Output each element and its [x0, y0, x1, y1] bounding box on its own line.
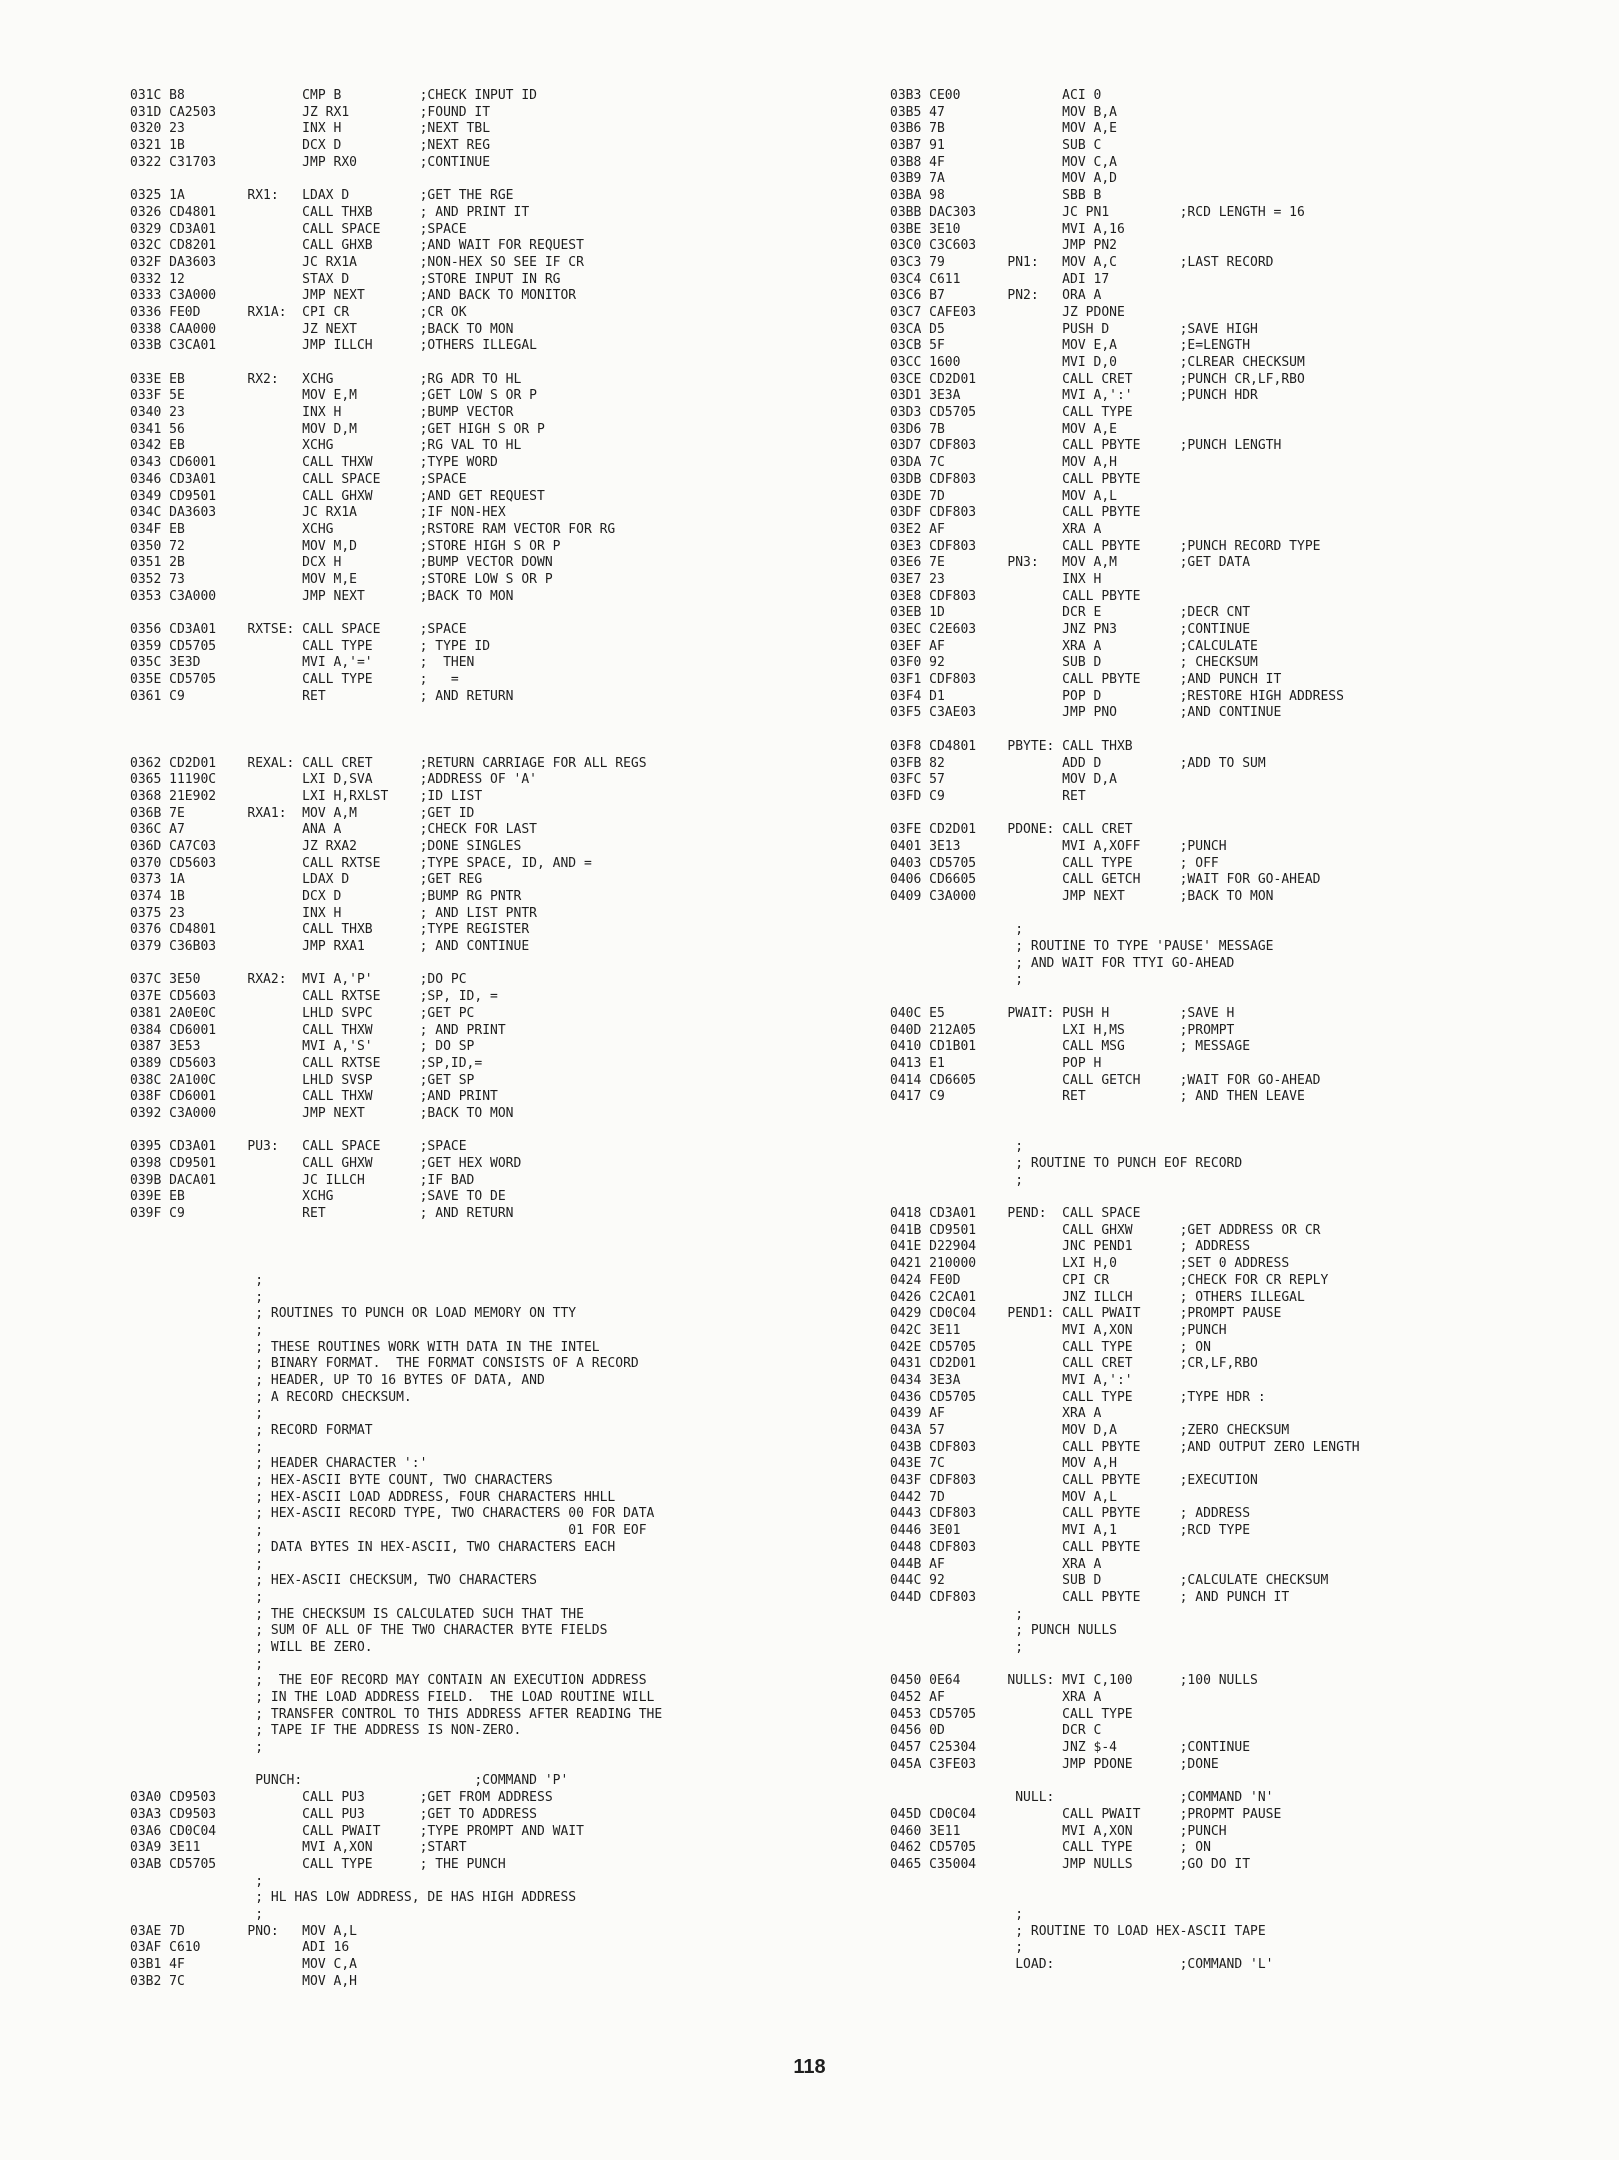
listing-line: 03F0 92 SUB D ; CHECKSUM	[890, 655, 1258, 671]
listing-line: ;	[130, 1556, 264, 1572]
listing-line: 044D CDF803 CALL PBYTE ; AND PUNCH IT	[890, 1589, 1290, 1605]
listing-line: 032F DA3603 JC RX1A ;NON-HEX SO SEE IF CR	[130, 254, 584, 270]
listing-line: ;	[130, 1272, 264, 1288]
listing-line: 03E7 23 INX H	[890, 571, 1102, 587]
listing-line: 03FB 82 ADD D ;ADD TO SUM	[890, 755, 1266, 771]
listing-line: 0462 CD5705 CALL TYPE ; ON	[890, 1840, 1211, 1856]
listing-line: ;	[130, 1873, 264, 1889]
listing-line: 0322 C31703 JMP RX0 ;CONTINUE	[130, 154, 491, 170]
listing-line: 0365 11190C LXI D,SVA ;ADDRESS OF 'A'	[130, 772, 537, 788]
listing-line: 037E CD5603 CALL RXTSE ;SP, ID, =	[130, 989, 498, 1005]
listing-line: 0346 CD3A01 CALL SPACE ;SPACE	[130, 471, 467, 487]
listing-line: 0329 CD3A01 CALL SPACE ;SPACE	[130, 221, 467, 237]
listing-line: 035C 3E3D MVI A,'=' ; THEN	[130, 655, 475, 671]
listing-line: ;	[890, 972, 1024, 988]
listing-line: 0452 AF XRA A	[890, 1690, 1102, 1705]
listing-line: ; RECORD FORMAT	[130, 1423, 373, 1438]
listing-line: 0352 73 MOV M,E ;STORE LOW S OR P	[130, 571, 553, 587]
listing-line: 0448 CDF803 CALL PBYTE	[890, 1539, 1141, 1555]
listing-line: ;	[130, 1406, 264, 1422]
listing-line: 038F CD6001 CALL THXW ;AND PRINT	[130, 1089, 498, 1105]
listing-line: 045D CD0C04 CALL PWAIT ;PROPMT PAUSE	[890, 1806, 1282, 1822]
listing-line	[890, 1106, 1360, 1123]
listing-line: ; THESE ROUTINES WORK WITH DATA IN THE INTEL	[130, 1339, 600, 1355]
listing-line: 03DF CDF803 CALL PBYTE	[890, 505, 1141, 521]
listing-line: ;	[890, 1606, 1024, 1622]
listing-line: 03CC 1600 MVI D,0 ;CLREAR CHECKSUM	[890, 355, 1305, 370]
listing-line: ; THE EOF RECORD MAY CONTAIN AN EXECUTION ADDRESS	[130, 1673, 647, 1689]
listing-line: 0375 23 INX H ; AND LIST PNTR	[130, 905, 537, 921]
listing-line: 0414 CD6605 CALL GETCH ;WAIT FOR GO-AHEAD	[890, 1072, 1321, 1088]
listing-line	[890, 989, 1360, 1006]
listing-line: 03FC 57 MOV D,A	[890, 772, 1117, 788]
listing-line: 03AB CD5705 CALL TYPE ; THE PUNCH	[130, 1856, 506, 1872]
listing-line: 036D CA7C03 JZ RXA2 ;DONE SINGLES	[130, 838, 522, 854]
listing-line: 03F8 CD4801 PBYTE: CALL THXB	[890, 738, 1133, 754]
listing-line: 0410 CD1B01 CALL MSG ; MESSAGE	[890, 1039, 1251, 1055]
listing-line: 033F 5E MOV E,M ;GET LOW S OR P	[130, 388, 537, 404]
listing-line: ;	[130, 1439, 264, 1455]
listing-line: ;	[890, 1639, 1024, 1655]
listing-line	[130, 956, 662, 973]
listing-line: 044B AF XRA A	[890, 1556, 1102, 1572]
listing-line: NULL: ;COMMAND 'N'	[890, 1790, 1274, 1806]
listing-line	[890, 1123, 1360, 1140]
listing-line: 033B C3CA01 JMP ILLCH ;OTHERS ILLEGAL	[130, 338, 537, 354]
listing-line: ;	[890, 922, 1024, 938]
listing-line: 0341 56 MOV D,M ;GET HIGH S OR P	[130, 421, 545, 437]
listing-line: ;	[130, 1740, 264, 1756]
listing-line: 03BE 3E10 MVI A,16	[890, 221, 1125, 237]
listing-line: 03C0 C3C603 JMP PN2	[890, 238, 1117, 254]
listing-line: LOAD: ;COMMAND 'L'	[890, 1957, 1274, 1972]
listing-line: 043B CDF803 CALL PBYTE ;AND OUTPUT ZERO LENGTH	[890, 1439, 1360, 1455]
listing-line: 03CE CD2D01 CALL CRET ;PUNCH CR,LF,RBO	[890, 371, 1305, 387]
listing-line	[890, 1657, 1360, 1674]
listing-line: 0342 EB XCHG ;RG VAL TO HL	[130, 438, 522, 454]
listing-line: 0443 CDF803 CALL PBYTE ; ADDRESS	[890, 1506, 1251, 1522]
listing-line: 0424 FE0D CPI CR ;CHECK FOR CR REPLY	[890, 1272, 1329, 1288]
listing-line: 031D CA2503 JZ RX1 ;FOUND IT	[130, 104, 491, 120]
listing-line: 0333 C3A000 JMP NEXT ;AND BACK TO MONITOR	[130, 288, 577, 304]
listing-line: 0343 CD6001 CALL THXW ;TYPE WORD	[130, 455, 498, 471]
listing-line: 032C CD8201 CALL GHXB ;AND WAIT FOR REQUEST	[130, 238, 584, 254]
listing-line: 035E CD5705 CALL TYPE ; =	[130, 672, 459, 688]
listing-line: 03CB 5F MOV E,A ;E=LENGTH	[890, 338, 1251, 354]
listing-line: 0321 1B DCX D ;NEXT REG	[130, 138, 491, 154]
listing-line: ; ROUTINE TO TYPE 'PAUSE' MESSAGE	[890, 939, 1274, 955]
listing-line: ; TRANSFER CONTROL TO THIS ADDRESS AFTER READING THE	[130, 1706, 663, 1722]
listing-line: 03AE 7D PNO: MOV A,L	[130, 1923, 357, 1939]
listing-line: 03BB DAC303 JC PN1 ;RCD LENGTH = 16	[890, 204, 1305, 220]
listing-line: 0401 3E13 MVI A,XOFF ;PUNCH	[890, 838, 1227, 854]
listing-line: ; PUNCH NULLS	[890, 1623, 1117, 1639]
listing-line: 0351 2B DCX H ;BUMP VECTOR DOWN	[130, 555, 553, 571]
listing-line: 0426 C2CA01 JNZ ILLCH ; OTHERS ILLEGAL	[890, 1289, 1305, 1305]
listing-line: 0374 1B DCX D ;BUMP RG PNTR	[130, 889, 522, 904]
listing-line	[890, 906, 1360, 923]
listing-line: ; A RECORD CHECKSUM.	[130, 1389, 412, 1405]
listing-line: 0368 21E902 LXI H,RXLST ;ID LIST	[130, 788, 483, 804]
listing-line: 0370 CD5603 CALL RXTSE ;TYPE SPACE, ID, AND =	[130, 855, 592, 871]
listing-line: 041B CD9501 CALL GHXW ;GET ADDRESS OR CR	[890, 1222, 1321, 1238]
listing-line: 036C A7 ANA A ;CHECK FOR LAST	[130, 822, 537, 838]
listing-line	[130, 705, 662, 722]
listing-left-column	[130, 88, 662, 1990]
listing-line: 03B2 7C MOV A,H	[130, 1973, 357, 1989]
listing-line: 03EB 1D DCR E ;DECR CNT	[890, 605, 1251, 621]
listing-line: 03B3 CE00 ACI 0	[890, 88, 1102, 103]
listing-line: 03B7 91 SUB C	[890, 138, 1102, 154]
listing-line: 03A9 3E11 MVI A,XON ;START	[130, 1840, 467, 1856]
listing-line: 03C6 B7 PN2: ORA A	[890, 288, 1102, 304]
listing-line: 0325 1A RX1: LDAX D ;GET THE RGE	[130, 188, 514, 204]
listing-line: ; ROUTINE TO PUNCH EOF RECORD	[890, 1156, 1243, 1171]
listing-line: 0457 C25304 JNZ $-4 ;CONTINUE	[890, 1740, 1251, 1756]
listing-line	[890, 722, 1360, 739]
listing-line	[890, 806, 1360, 823]
listing-line: ; WILL BE ZERO.	[130, 1639, 373, 1655]
listing-line: 03A0 CD9503 CALL PU3 ;GET FROM ADDRESS	[130, 1790, 553, 1806]
listing-line: 0353 C3A000 JMP NEXT ;BACK TO MON	[130, 588, 514, 604]
listing-line: 03F5 C3AE03 JMP PNO ;AND CONTINUE	[890, 705, 1282, 721]
listing-line: 03AF C610 ADI 16	[130, 1940, 350, 1956]
listing-line	[890, 1773, 1360, 1790]
listing-line	[130, 355, 662, 372]
listing-line: ;	[130, 1289, 264, 1305]
listing-line: 0373 1A LDAX D ;GET REG	[130, 872, 483, 888]
listing-line: 0403 CD5705 CALL TYPE ; OFF	[890, 855, 1219, 871]
listing-line: 0349 CD9501 CALL GHXW ;AND GET REQUEST	[130, 488, 545, 504]
listing-line: ; SUM OF ALL OF THE TWO CHARACTER BYTE FIELDS	[130, 1623, 608, 1639]
listing-line: 03F1 CDF803 CALL PBYTE ;AND PUNCH IT	[890, 672, 1282, 688]
listing-line	[130, 1757, 662, 1774]
listing-line: 03FE CD2D01 PDONE: CALL CRET	[890, 822, 1133, 838]
listing-line: ; DATA BYTES IN HEX-ASCII, TWO CHARACTERS EACH	[130, 1539, 616, 1555]
listing-line: 0376 CD4801 CALL THXB ;TYPE REGISTER	[130, 922, 530, 938]
listing-line: ;	[890, 1172, 1024, 1188]
listing-line: ; HEX-ASCII RECORD TYPE, TWO CHARACTERS 00 FOR DATA	[130, 1506, 655, 1522]
listing-line: 03A6 CD0C04 CALL PWAIT ;TYPE PROMPT AND WAIT	[130, 1823, 584, 1839]
listing-line: 043F CDF803 CALL PBYTE ;EXECUTION	[890, 1473, 1258, 1489]
listing-line: 03D6 7B MOV A,E	[890, 421, 1117, 437]
listing-line: 03B6 7B MOV A,E	[890, 121, 1117, 137]
listing-line: 03C4 C611 ADI 17	[890, 271, 1110, 287]
listing-line: 03F4 D1 POP D ;RESTORE HIGH ADDRESS	[890, 688, 1344, 704]
listing-line: 0421 210000 LXI H,0 ;SET 0 ADDRESS	[890, 1256, 1290, 1272]
listing-line: ;	[130, 1322, 264, 1338]
listing-line: ;	[890, 1906, 1024, 1922]
listing-line: 042E CD5705 CALL TYPE ; ON	[890, 1339, 1211, 1355]
listing-line: 0379 C36B03 JMP RXA1 ; AND CONTINUE	[130, 939, 530, 955]
listing-line: 0460 3E11 MVI A,XON ;PUNCH	[890, 1823, 1227, 1839]
listing-line: 0336 FE0D RX1A: CPI CR ;CR OK	[130, 304, 467, 320]
listing-line: 0450 0E64 NULLS: MVI C,100 ;100 NULLS	[890, 1673, 1258, 1689]
listing-line: 0431 CD2D01 CALL CRET ;CR,LF,RBO	[890, 1356, 1258, 1372]
listing-line	[130, 739, 662, 756]
listing-line: 0389 CD5603 CALL RXTSE ;SP,ID,=	[130, 1055, 483, 1071]
listing-line: 033E EB RX2: XCHG ;RG ADR TO HL	[130, 371, 522, 387]
listing-line: 03D7 CDF803 CALL PBYTE ;PUNCH LENGTH	[890, 438, 1282, 454]
listing-line: ; AND WAIT FOR TTYI GO-AHEAD	[890, 955, 1235, 971]
listing-line: 0362 CD2D01 REXAL: CALL CRET ;RETURN CARRIAGE FOR ALL REGS	[130, 755, 647, 771]
listing-line	[890, 1189, 1360, 1206]
listing-line: 0446 3E01 MVI A,1 ;RCD TYPE	[890, 1523, 1251, 1539]
listing-line: ; IN THE LOAD ADDRESS FIELD. THE LOAD ROUTINE WILL	[130, 1690, 655, 1705]
listing-line: 044C 92 SUB D ;CALCULATE CHECKSUM	[890, 1573, 1329, 1589]
listing-line: 03DA 7C MOV A,H	[890, 455, 1117, 471]
listing-line	[130, 171, 662, 188]
listing-line: 0442 7D MOV A,L	[890, 1489, 1117, 1505]
listing-line	[130, 1223, 662, 1240]
listing-line: 03DE 7D MOV A,L	[890, 488, 1117, 504]
listing-line: ; 01 FOR EOF	[130, 1523, 647, 1539]
listing-line: 0384 CD6001 CALL THXW ; AND PRINT	[130, 1022, 506, 1038]
listing-line	[130, 1123, 662, 1140]
listing-line: ; THE CHECKSUM IS CALCULATED SUCH THAT THE	[130, 1606, 584, 1622]
listing-line: 0326 CD4801 CALL THXB ; AND PRINT IT	[130, 204, 530, 220]
listing-line: 0350 72 MOV M,D ;STORE HIGH S OR P	[130, 538, 561, 554]
listing-line: 0465 C35004 JMP NULLS ;GO DO IT	[890, 1856, 1251, 1872]
listing-line: 03B9 7A MOV A,D	[890, 171, 1117, 187]
listing-line: 03E6 7E PN3: MOV A,M ;GET DATA	[890, 555, 1251, 571]
listing-line: 0359 CD5705 CALL TYPE ; TYPE ID	[130, 638, 491, 654]
listing-line: 0320 23 INX H ;NEXT TBL	[130, 121, 491, 137]
page-number: 118	[793, 2056, 826, 2078]
listing-line: 039B DACA01 JC ILLCH ;IF BAD	[130, 1172, 475, 1188]
listing-line: 03B8 4F MOV C,A	[890, 154, 1117, 170]
listing-line: 042C 3E11 MVI A,XON ;PUNCH	[890, 1322, 1227, 1338]
listing-line: ;	[890, 1940, 1024, 1956]
listing-line: ; HEX-ASCII BYTE COUNT, TWO CHARACTERS	[130, 1473, 553, 1489]
listing-line: ; HEX-ASCII LOAD ADDRESS, FOUR CHARACTERS HHLL	[130, 1489, 616, 1505]
listing-line: 03E8 CDF803 CALL PBYTE	[890, 588, 1141, 604]
listing-line: 03A3 CD9503 CALL PU3 ;GET TO ADDRESS	[130, 1806, 537, 1822]
listing-line: 03B5 47 MOV B,A	[890, 104, 1117, 120]
listing-line: 03DB CDF803 CALL PBYTE	[890, 471, 1141, 487]
listing-line: 040D 212A05 LXI H,MS ;PROMPT	[890, 1022, 1235, 1038]
listing-line: 034C DA3603 JC RX1A ;IF NON-HEX	[130, 505, 506, 521]
listing-line	[130, 722, 662, 739]
listing-line: 0436 CD5705 CALL TYPE ;TYPE HDR :	[890, 1389, 1266, 1405]
listing-line: 039F C9 RET ; AND RETURN	[130, 1206, 514, 1222]
listing-line: 036B 7E RXA1: MOV A,M ;GET ID	[130, 805, 475, 821]
listing-line: 03E3 CDF803 CALL PBYTE ;PUNCH RECORD TYPE	[890, 538, 1321, 554]
listing-line: 0395 CD3A01 PU3: CALL SPACE ;SPACE	[130, 1139, 467, 1155]
listing-line	[130, 1239, 662, 1256]
listing-line: ;	[130, 1656, 264, 1672]
listing-line: 03EF AF XRA A ;CALCULATE	[890, 638, 1258, 654]
listing-line: 03D1 3E3A MVI A,':' ;PUNCH HDR	[890, 388, 1258, 404]
listing-line: ;	[890, 1139, 1024, 1155]
listing-line: 0387 3E53 MVI A,'S' ; DO SP	[130, 1039, 475, 1055]
listing-line: 031C B8 CMP B ;CHECK INPUT ID	[130, 88, 537, 103]
listing-line: 03B1 4F MOV C,A	[130, 1957, 357, 1972]
listing-line: 039E EB XCHG ;SAVE TO DE	[130, 1189, 506, 1205]
listing-line: ; HEX-ASCII CHECKSUM, TWO CHARACTERS	[130, 1573, 537, 1589]
listing-line: PUNCH: ;COMMAND 'P'	[130, 1773, 569, 1789]
listing-line: 0332 12 STAX D ;STORE INPUT IN RG	[130, 271, 561, 287]
listing-line: 040C E5 PWAIT: PUSH H ;SAVE H	[890, 1005, 1235, 1021]
listing-line: 0439 AF XRA A	[890, 1406, 1102, 1422]
listing-line: ; ROUTINES TO PUNCH OR LOAD MEMORY ON TTY	[130, 1306, 577, 1322]
listing-line: 0406 CD6605 CALL GETCH ;WAIT FOR GO-AHEAD	[890, 872, 1321, 888]
listing-line	[130, 1256, 662, 1273]
listing-line: 0417 C9 RET ; AND THEN LEAVE	[890, 1089, 1305, 1105]
listing-line: ;	[130, 1906, 264, 1922]
listing-line	[890, 1874, 1360, 1891]
listing-line: ; HL HAS LOW ADDRESS, DE HAS HIGH ADDRESS	[130, 1890, 577, 1906]
listing-line: 045A C3FE03 JMP PDONE ;DONE	[890, 1756, 1219, 1772]
listing-line: 03D3 CD5705 CALL TYPE	[890, 405, 1133, 421]
listing-line: 0381 2A0E0C LHLD SVPC ;GET PC	[130, 1005, 475, 1021]
listing-line: 03C3 79 PN1: MOV A,C ;LAST RECORD	[890, 254, 1274, 270]
listing-line: ; HEADER, UP TO 16 BYTES OF DATA, AND	[130, 1372, 545, 1388]
listing-line: 038C 2A100C LHLD SVSP ;GET SP	[130, 1072, 475, 1088]
listing-line: 03C7 CAFE03 JZ PDONE	[890, 304, 1125, 320]
listing-line: 03FD C9 RET	[890, 788, 1086, 804]
listing-line: ; ROUTINE TO LOAD HEX-ASCII TAPE	[890, 1923, 1266, 1939]
listing-line	[130, 605, 662, 622]
listing-line: 0398 CD9501 CALL GHXW ;GET HEX WORD	[130, 1156, 522, 1171]
listing-line: 0453 CD5705 CALL TYPE	[890, 1706, 1133, 1722]
listing-line: ; BINARY FORMAT. THE FORMAT CONSISTS OF A RECORD	[130, 1356, 639, 1372]
listing-line: 03EC C2E603 JNZ PN3 ;CONTINUE	[890, 622, 1251, 637]
listing-line: 0429 CD0C04 PEND1: CALL PWAIT ;PROMPT PAUSE	[890, 1306, 1282, 1322]
listing-line: 043A 57 MOV D,A ;ZERO CHECKSUM	[890, 1423, 1290, 1438]
listing-line: 03E2 AF XRA A	[890, 521, 1102, 537]
listing-line: 0338 CAA000 JZ NEXT ;BACK TO MON	[130, 321, 514, 337]
listing-line: 0356 CD3A01 RXTSE: CALL SPACE ;SPACE	[130, 622, 467, 637]
listing-line: 037C 3E50 RXA2: MVI A,'P' ;DO PC	[130, 972, 467, 988]
listing-line: 043E 7C MOV A,H	[890, 1456, 1117, 1472]
listing-line: 0392 C3A000 JMP NEXT ;BACK TO MON	[130, 1105, 514, 1121]
listing-line: ;	[130, 1589, 264, 1605]
listing-line: 0340 23 INX H ;BUMP VECTOR	[130, 405, 514, 421]
listing-line: 03BA 98 SBB B	[890, 188, 1102, 204]
listing-line: ; HEADER CHARACTER ':'	[130, 1456, 428, 1472]
listing-line: 0409 C3A000 JMP NEXT ;BACK TO MON	[890, 889, 1274, 904]
listing-line: ; TAPE IF THE ADDRESS IS NON-ZERO.	[130, 1723, 522, 1739]
listing-line: 03CA D5 PUSH D ;SAVE HIGH	[890, 321, 1258, 337]
listing-line: 041E D22904 JNC PEND1 ; ADDRESS	[890, 1239, 1251, 1255]
listing-right-column	[890, 88, 1360, 1974]
listing-line: 0418 CD3A01 PEND: CALL SPACE	[890, 1206, 1141, 1222]
listing-line	[890, 1890, 1360, 1907]
listing-line: 034F EB XCHG ;RSTORE RAM VECTOR FOR RG	[130, 521, 616, 537]
listing-line: 0434 3E3A MVI A,':'	[890, 1372, 1133, 1388]
listing-line: 0413 E1 POP H	[890, 1055, 1102, 1071]
listing-line: 0361 C9 RET ; AND RETURN	[130, 688, 514, 704]
listing-line: 0456 0D DCR C	[890, 1723, 1102, 1739]
